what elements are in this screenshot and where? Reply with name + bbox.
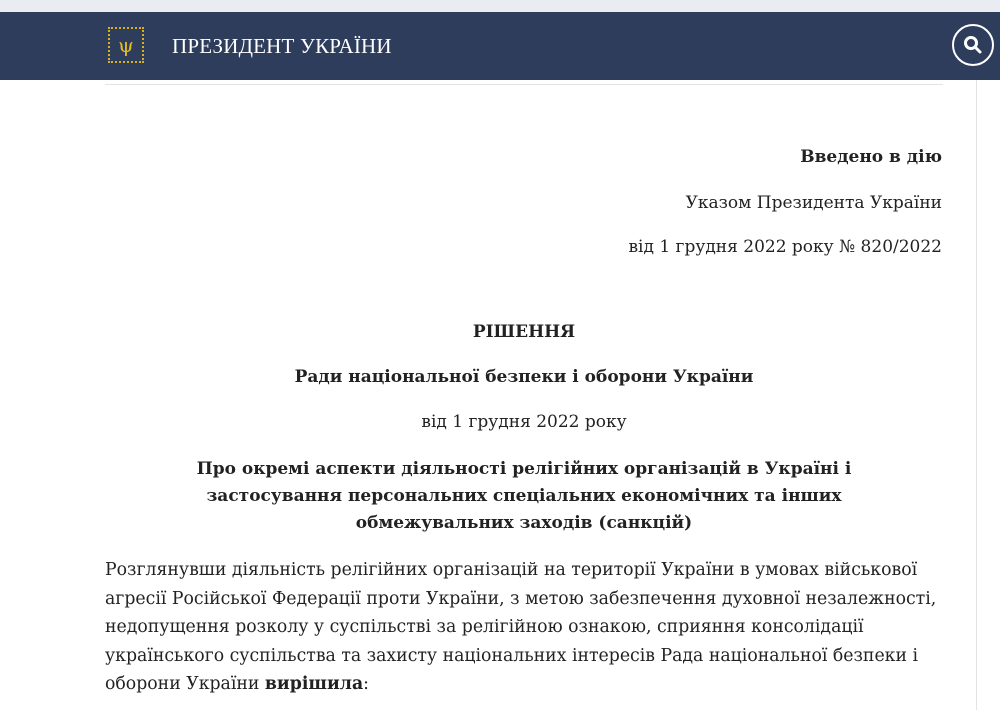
trident-logo-icon[interactable]: ψ: [108, 27, 144, 63]
paragraph-text: Розглянувши діяльність релігійних організацій на території України в умовах військової агресії Російської Федерації проти України, з метою забезпечення духовної незалежності, недопущення розколу у суспільстві за релігійною ознакою, сприяння консолідації українського суспільства та захисту національних інтересів Рада національної безпеки і оборони України: [105, 560, 937, 694]
search-icon: [963, 35, 983, 55]
decision-body: Ради національної безпеки і оборони України: [294, 367, 754, 387]
subject-line: застосування персональних спеціальних економічних та інших: [206, 486, 842, 506]
divider: [105, 84, 943, 85]
top-strip: [0, 0, 1000, 12]
paragraph-bold: вирішила: [264, 674, 364, 694]
decision-date: від 1 грудня 2022 року: [421, 412, 627, 432]
search-button[interactable]: [952, 24, 994, 66]
divider-vertical: [976, 80, 977, 710]
decree-label: Указом Президента України: [685, 193, 942, 213]
decision-paragraph: [105, 556, 950, 699]
site-header: [0, 12, 1000, 80]
subject-line: Про окремі аспекти діяльності релігійних організацій в Україні і: [196, 459, 852, 479]
enacted-label: Введено в дію: [800, 147, 942, 167]
subject-line: обмежувальних заходів (санкцій): [355, 513, 693, 533]
decision-subject: [105, 456, 943, 537]
decision-heading: РІШЕННЯ: [472, 322, 576, 342]
decree-date: від 1 грудня 2022 року № 820/2022: [628, 237, 942, 257]
site-title[interactable]: ПРЕЗИДЕНТ УКРАЇНИ: [172, 34, 392, 58]
paragraph-end: :: [363, 674, 369, 694]
